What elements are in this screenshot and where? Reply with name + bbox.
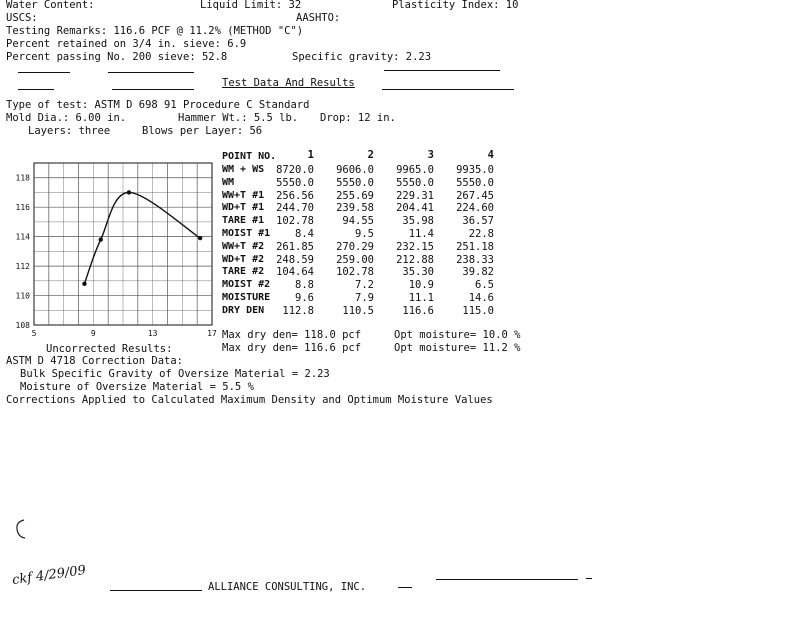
y-tick-label: 114 bbox=[15, 232, 30, 242]
mold-diameter: Mold Dia.: 6.00 in. bbox=[6, 112, 127, 124]
optimum-moisture-uncorrected: Opt moisture= 11.2 % bbox=[394, 342, 521, 354]
table-cell: 6.5 bbox=[475, 279, 494, 292]
table-cell: 9.6 bbox=[295, 292, 314, 304]
liquid-limit: Liquid Limit: 32 bbox=[200, 0, 302, 11]
type-of-test: Type of test: ASTM D 698 91 Procedure C Standard bbox=[6, 99, 310, 111]
y-tick-label: 112 bbox=[15, 262, 30, 272]
specific-gravity: Specific gravity: 2.23 bbox=[292, 51, 432, 63]
signature-line bbox=[110, 590, 202, 591]
y-tick-label: 118 bbox=[15, 173, 30, 183]
data-point bbox=[198, 236, 202, 240]
hole-punch-mark bbox=[14, 518, 28, 540]
table-cell: 259.00 bbox=[336, 253, 374, 266]
table-cell: 7.2 bbox=[355, 279, 374, 292]
table-cell: 104.64 bbox=[276, 266, 314, 279]
percent-passing: Percent passing No. 200 sieve: 52.8 bbox=[6, 51, 228, 63]
row-label: MOISTURE bbox=[222, 292, 271, 303]
table-cell: 5550.0 bbox=[276, 176, 314, 189]
table-cell: 255.69 bbox=[336, 189, 374, 202]
table-cell: 212.88 bbox=[396, 253, 434, 266]
table-cell: 224.60 bbox=[456, 202, 494, 215]
drop-height: Drop: 12 in. bbox=[320, 112, 396, 124]
data-points bbox=[82, 190, 202, 286]
row-label: WD+T #2 bbox=[222, 253, 265, 265]
bulk-specific-gravity: Bulk Specific Gravity of Oversize Material = 2.23 bbox=[20, 368, 330, 380]
table-cell: 239.58 bbox=[336, 202, 374, 215]
table-header-label: POINT NO. bbox=[222, 151, 277, 162]
chart-ticks bbox=[16, 174, 217, 338]
table-cell: 238.33 bbox=[456, 253, 494, 266]
table-cell: 94.55 bbox=[342, 215, 374, 228]
table-cell: 9965.0 bbox=[396, 164, 434, 176]
table-cell: 8.4 bbox=[295, 228, 314, 240]
oversize-moisture: Moisture of Oversize Material = 5.5 % bbox=[20, 381, 254, 393]
divider-line bbox=[398, 587, 412, 588]
corrections-applied: Corrections Applied to Calculated Maximum Density and Optimum Moisture Values bbox=[6, 394, 493, 406]
table-cell: 102.78 bbox=[336, 266, 374, 279]
column-header: 1 bbox=[307, 149, 314, 161]
uncorrected-results-label: Uncorrected Results: bbox=[46, 343, 173, 355]
table-cell: 22.8 bbox=[468, 228, 494, 240]
data-point bbox=[99, 237, 103, 241]
data-point bbox=[82, 282, 86, 286]
table-cell: 35.30 bbox=[402, 266, 434, 279]
table-cell: 204.41 bbox=[396, 202, 434, 215]
table-cell: 251.18 bbox=[456, 240, 494, 253]
divider-line bbox=[18, 89, 54, 90]
testing-remarks: Testing Remarks: 116.6 PCF @ 11.2% (METHOD "C") bbox=[6, 25, 304, 37]
table-cell: 267.45 bbox=[456, 189, 494, 202]
table-cell: 115.0 bbox=[462, 304, 494, 317]
table-cell: 14.6 bbox=[468, 292, 494, 304]
table-cell: 35.98 bbox=[402, 215, 434, 228]
plasticity-index: Plasticity Index: 10 bbox=[392, 0, 519, 11]
table-cell: 11.4 bbox=[408, 228, 434, 240]
table-cell: 270.29 bbox=[336, 240, 374, 253]
divider-line bbox=[586, 578, 592, 579]
column-header: 2 bbox=[367, 149, 374, 161]
correction-title: ASTM D 4718 Correction Data: bbox=[6, 355, 184, 367]
table-cell: 39.82 bbox=[462, 266, 494, 279]
table-cell: 102.78 bbox=[276, 215, 314, 228]
x-tick-label: 17 bbox=[207, 329, 217, 338]
row-label: WM bbox=[222, 176, 235, 188]
layers: Layers: three bbox=[28, 125, 111, 137]
table-cell: 9.5 bbox=[355, 228, 374, 240]
y-tick-label: 116 bbox=[15, 203, 30, 213]
data-point bbox=[127, 190, 131, 194]
water-content-label: Water Content: bbox=[6, 0, 95, 11]
blows-per-layer: Blows per Layer: 56 bbox=[142, 125, 263, 137]
chart-grid bbox=[34, 163, 212, 325]
table-cell: 9606.0 bbox=[336, 164, 374, 176]
divider-line bbox=[112, 89, 194, 90]
table-cell: 11.1 bbox=[408, 292, 434, 304]
row-label: MOIST #1 bbox=[222, 228, 271, 239]
table-cell: 256.56 bbox=[276, 189, 314, 202]
row-label: TARE #2 bbox=[222, 266, 265, 278]
y-tick-label: 108 bbox=[15, 321, 30, 330]
section-title: Test Data And Results bbox=[222, 77, 355, 89]
table-cell: 248.59 bbox=[276, 253, 314, 266]
divider-line bbox=[18, 72, 70, 73]
table-cell: 36.57 bbox=[462, 215, 494, 228]
y-tick-label: 110 bbox=[15, 291, 30, 301]
compaction-curve-chart bbox=[0, 155, 222, 340]
hammer-weight: Hammer Wt.: 5.5 lb. bbox=[178, 112, 299, 124]
table-cell: 9935.0 bbox=[456, 164, 494, 176]
column-header: 3 bbox=[427, 149, 434, 161]
aashto-label: AASHTO: bbox=[296, 12, 341, 24]
row-label: WM + WS bbox=[222, 164, 265, 175]
max-dry-density-corrected: Max dry den= 118.0 pcf bbox=[222, 329, 362, 341]
table-cell: 232.15 bbox=[396, 240, 434, 253]
divider-line bbox=[384, 70, 500, 71]
max-dry-density-uncorrected: Max dry den= 116.6 pcf bbox=[222, 342, 362, 354]
company-name: ALLIANCE CONSULTING, INC. bbox=[208, 581, 367, 593]
table-cell: 244.70 bbox=[276, 202, 314, 215]
x-tick-label: 9 bbox=[90, 329, 96, 338]
divider-line bbox=[382, 89, 514, 90]
table-cell: 10.9 bbox=[408, 279, 434, 292]
row-label: WD+T #1 bbox=[222, 202, 265, 214]
handwritten-signature: ckf 4/29/09 bbox=[11, 562, 87, 589]
x-tick-label: 5 bbox=[31, 329, 37, 338]
divider-line bbox=[108, 72, 194, 73]
uscs-label: USCS: bbox=[6, 12, 38, 24]
column-header: 4 bbox=[487, 149, 494, 161]
table-cell: 5550.0 bbox=[456, 176, 494, 189]
row-label: MOIST #2 bbox=[222, 279, 271, 291]
table-cell: 5550.0 bbox=[396, 176, 434, 189]
divider-line bbox=[436, 579, 578, 580]
table-cell: 7.9 bbox=[355, 292, 374, 304]
table-cell: 261.85 bbox=[276, 240, 314, 253]
table-cell: 8720.0 bbox=[276, 164, 314, 176]
table-cell: 110.5 bbox=[342, 304, 374, 317]
x-tick-label: 13 bbox=[147, 329, 158, 338]
row-label: TARE #1 bbox=[222, 215, 265, 227]
table-cell: 8.8 bbox=[295, 279, 314, 292]
optimum-moisture-corrected: Opt moisture= 10.0 % bbox=[394, 329, 521, 341]
table-cell: 5550.0 bbox=[336, 176, 374, 189]
table-cell: 229.31 bbox=[396, 189, 434, 202]
row-label: DRY DEN bbox=[222, 304, 265, 316]
percent-retained: Percent retained on 3/4 in. sieve: 6.9 bbox=[6, 38, 247, 50]
table-cell: 116.6 bbox=[402, 304, 434, 317]
row-label: WW+T #1 bbox=[222, 189, 265, 201]
row-label: WW+T #2 bbox=[222, 240, 265, 252]
table-cell: 112.8 bbox=[282, 304, 314, 317]
